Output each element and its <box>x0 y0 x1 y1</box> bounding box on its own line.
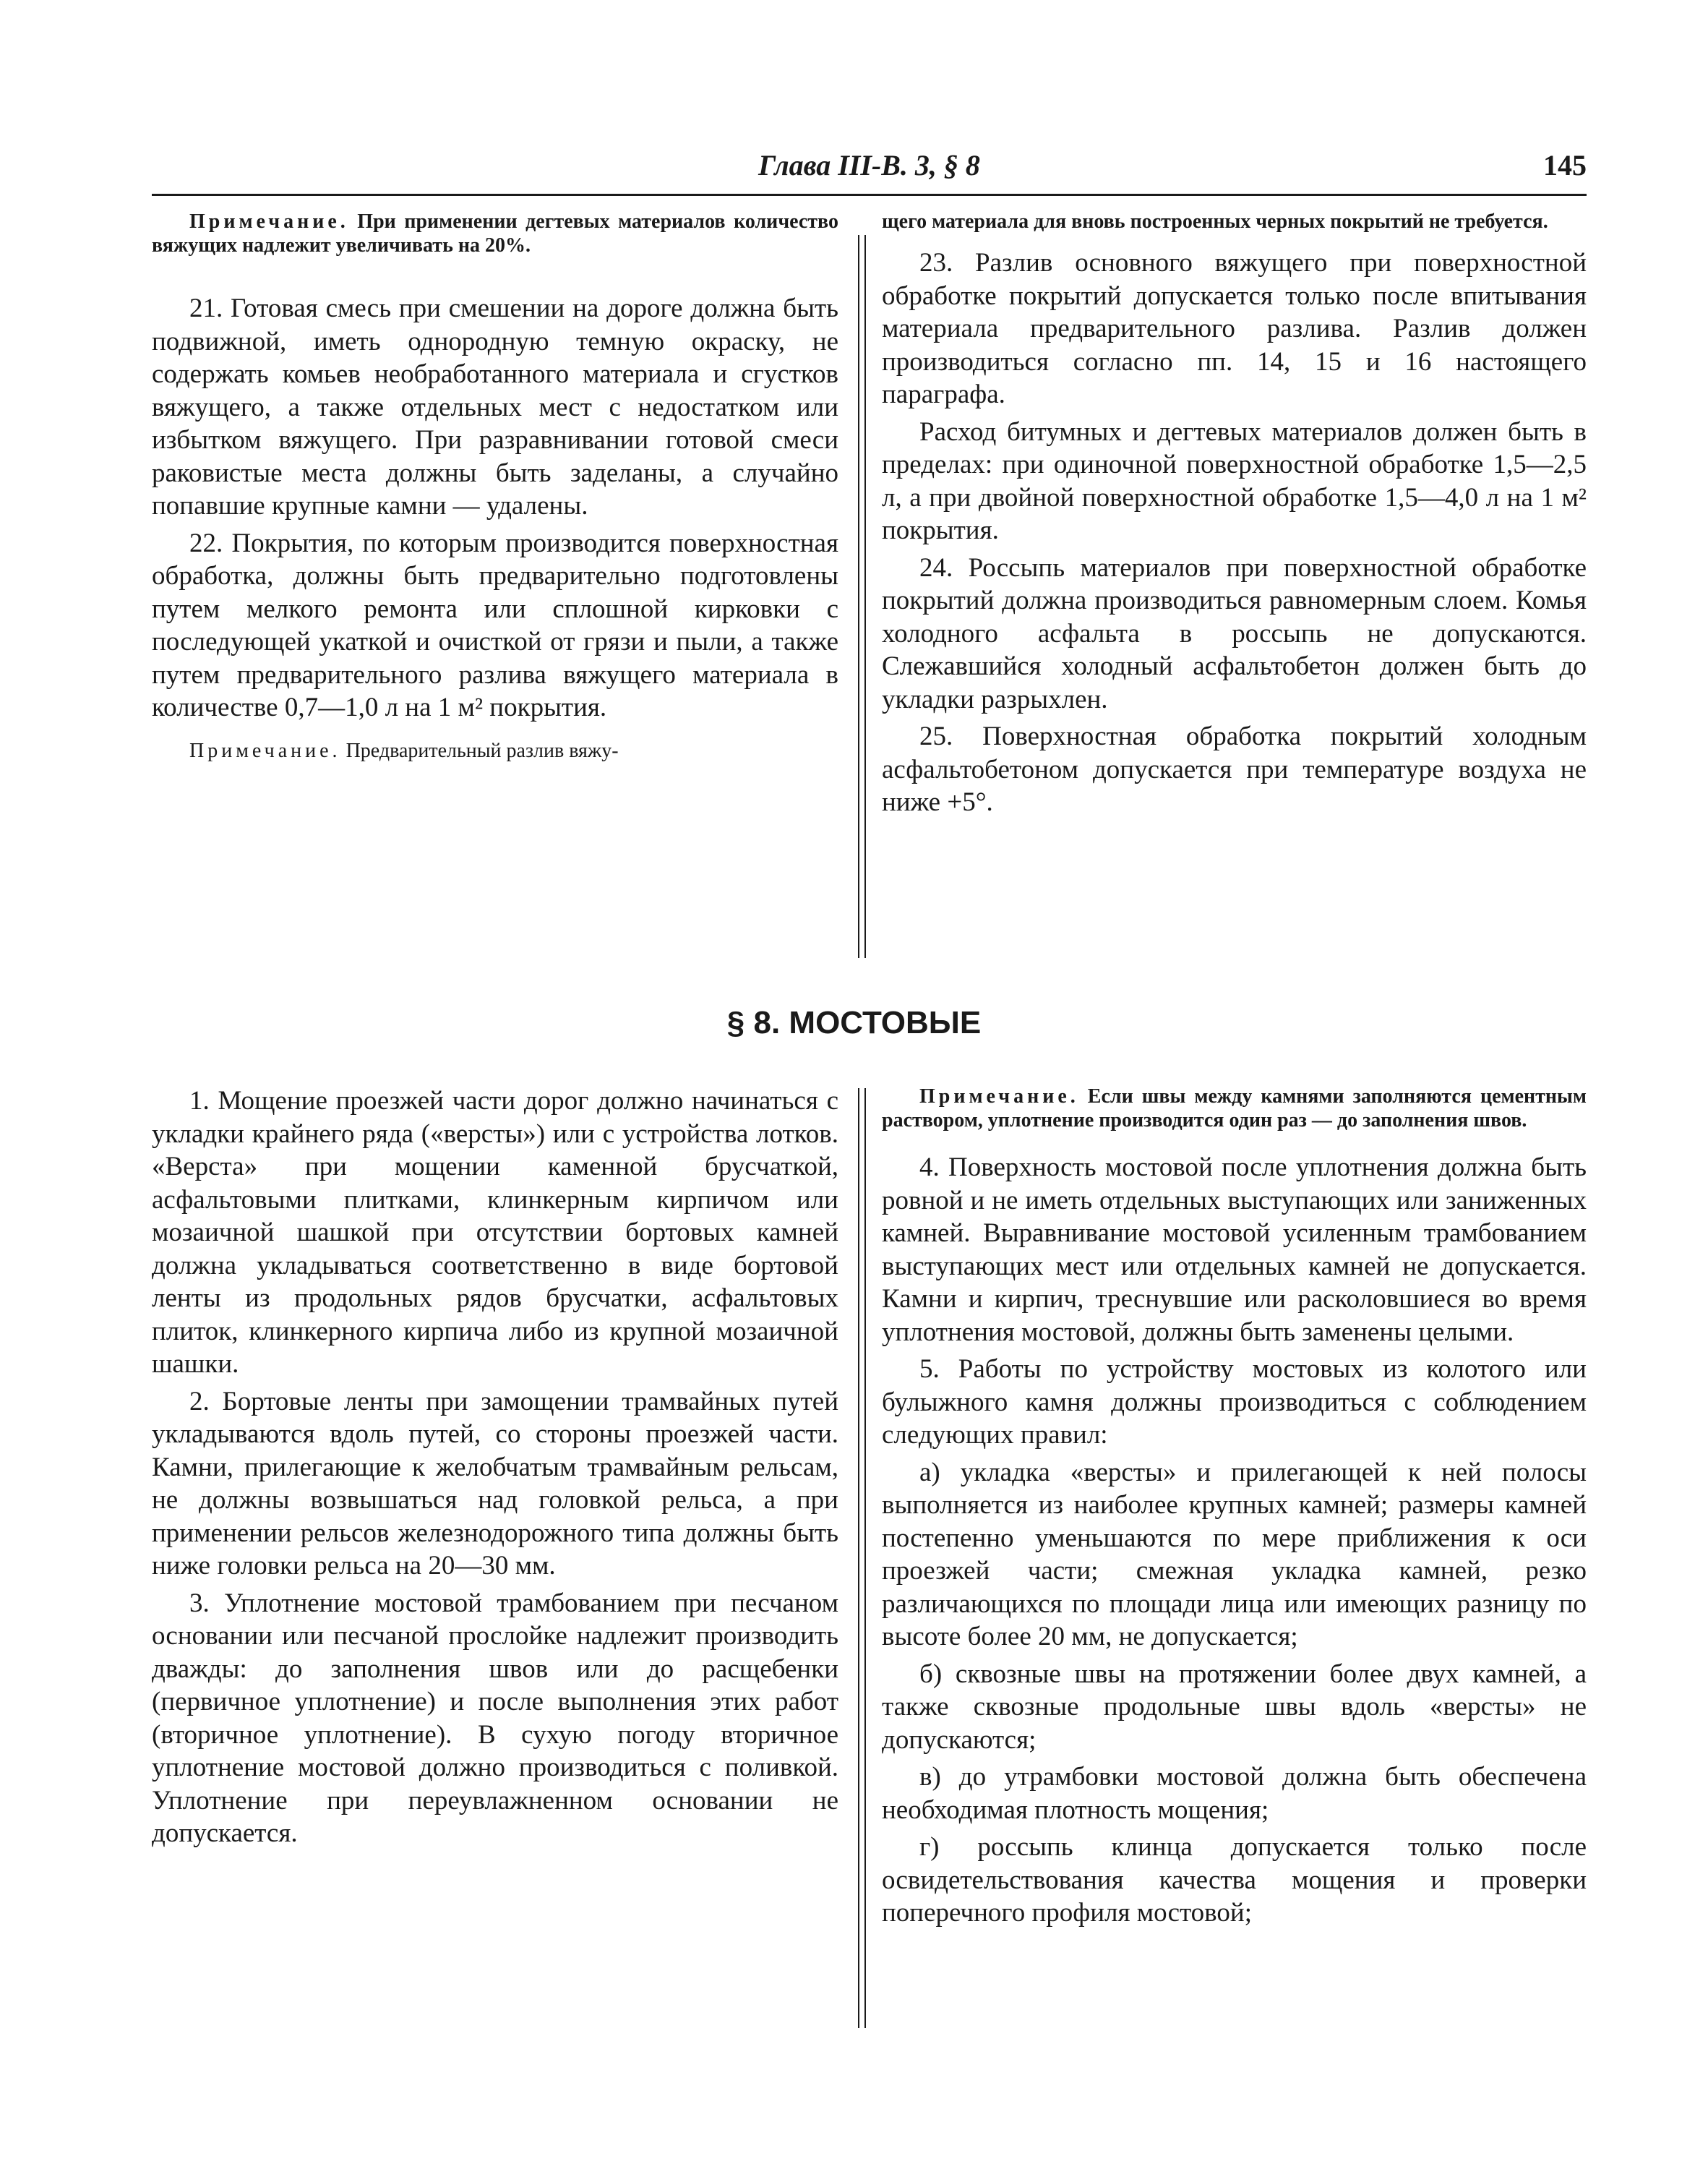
note-label: Примечание. <box>189 739 341 762</box>
note-continuation: щего материала для вновь построенных черных покрытий не требуется. <box>882 210 1548 233</box>
paragraph-1: 1. Мощение проезжей части дорог должно начинаться с укладки крайнего ряда («версты») или с устройства лотков. «Верста» при мощении каменной брусчаткой, асфальтовыми плитками, клинкерным кирпичом или мозаичной шашкой при отсутствии бортовых камней должна укладываться соответственно в виде бортовой ленты из продольных рядов брусчатки, асфальтовых плиток, клинкерного кирпича либо из крупной мозаичной шашки. <box>152 1086 838 1379</box>
paragraph-23: 23. Разлив основного вяжущего при поверхностной обработке покрытий допускается только после впитывания материала предварительного разлива. Разлив должен производиться согласно пп. 14, 15 и 16 настоящего параграфа. <box>882 248 1587 409</box>
paragraph-25: 25. Поверхностная обработка покрытий холодным асфальтобетоном допускается при температуре воздуха не ниже +5°. <box>882 722 1587 817</box>
column-divider-top <box>858 235 866 958</box>
running-header <box>152 148 1587 192</box>
paragraph-5-v: в) до утрамбовки мостовой должна быть обеспечена необходимая плотность мощения; <box>882 1762 1587 1825</box>
column-top-right <box>882 210 1587 819</box>
paragraph-5-a: а) укладка «версты» и прилегающей к ней полосы выполняется из наиболее крупных камней; размеры камней постепенно уменьшаются по мере приближения к оси проезжей части; смежная укладка камней, резко различающихся по площади лица или имеющих разницу по высоте более 20 мм, не допускается; <box>882 1457 1587 1651</box>
note-text: Предварительный разлив вяжу- <box>340 739 619 762</box>
paragraph-24: 24. Россыпь материалов при поверхностной обработке покрытий должна производиться равномерным слоем. Комья холодного асфальта в россыпь не допускаются. Слежавшийся холодный асфальтобетон должен быть до укладки разрыхлен. <box>882 552 1587 714</box>
note-text: При применении дегтевых материалов количество вяжущих надлежит увеличивать на 20%. <box>152 210 838 257</box>
column-divider-bottom <box>858 1088 866 2028</box>
paragraph-22: 22. Покрытия, по которым производится поверхностная обработка, должны быть предварительно подготовлены путем мелкого ремонта или сплошной кирковки с последующей укаткой и очисткой от грязи и пыли, а также путем предварительного разлива вяжущего материала в количестве 0,7—1,0 л на 1 м² покрытия. <box>152 528 838 722</box>
note-label: Примечание. <box>919 1085 1079 1108</box>
column-top-left <box>152 210 838 763</box>
paragraph-21: 21. Готовая смесь при смешении на дороге должна быть подвижной, иметь однородную темную окраску, не содержать комьев необработанного материала и сгустков вяжущего, а также отдельных мест с недостатком или избытком вяжущего. При разравнивании готовой смеси раковистые места должны быть заделаны, а случайно попавшие крупные камни — удалены. <box>152 294 838 521</box>
page-number: 145 <box>1543 149 1587 181</box>
note-preliminary-spread <box>152 739 838 763</box>
note-text: Если швы между камнями заполняются цементным раствором, уплотнение производится один раз — до заполнения швов. <box>882 1085 1587 1132</box>
note-tar-materials <box>152 210 838 257</box>
header-rule <box>152 194 1587 196</box>
paragraph-5-b: б) сквозные швы на протяжении более двух камней, а также сквозные продольные швы вдоль «версты» не допускаются; <box>882 1659 1587 1755</box>
section-title: § 8. МОСТОВЫЕ <box>726 1005 982 1040</box>
column-bottom-right <box>882 1085 1587 1930</box>
paragraph-2: 2. Бортовые ленты при замощении трамвайных путей укладываются вдоль путей, со стороны проезжей части. Камни, прилегающие к желобчатым трамвайным рельсам, не должны возвышаться над головкой рельса, а при применении рельсов железнодорожного типа должны быть ниже головки рельса на 20—30 мм. <box>152 1386 838 1581</box>
chapter-reference: Глава III-В. 3, § 8 <box>758 149 980 181</box>
paragraph-23-consumption: Расход битумных и дегтевых материалов должен быть в пределах: при одиночной поверхностной обработке 1,5—2,5 л, а при двойной поверхностной обработке 1,5—4,0 л на 1 м² покрытия. <box>882 416 1587 545</box>
paragraph-4: 4. Поверхность мостовой после уплотнения должна быть ровной и не иметь отдельных выступающих или заниженных камней. Выравнивание мостовой усиленным трамбованием выступающих мест или отдельных камней не допускается. Камни и кирпич, треснувшие или расколовшиеся во время уплотнения мостовой, должны быть заменены целыми. <box>882 1152 1587 1347</box>
column-bottom-left <box>152 1085 838 1850</box>
note-cement-joints <box>882 1085 1587 1132</box>
paragraph-5: 5. Работы по устройству мостовых из колотого или булыжного камня должны производиться с соблюдением следующих правил: <box>882 1354 1587 1450</box>
paragraph-5-g: г) россыпь клинца допускается только после освидетельствования качества мощения и проверки поперечного профиля мостовой; <box>882 1832 1587 1928</box>
paragraph-3: 3. Уплотнение мостовой трамбованием при песчаном основании или песчаной прослойке надлежит производить дважды: до заполнения швов или до расщебенки (первичное уплотнение) и после выполнения этих работ (вторичное уплотнение). В сухую погоду вторичное уплотнение мостовой должно производиться с поливкой. Уплотнение при переувлажненном основании не допускается. <box>152 1588 838 1848</box>
note-label: Примечание. <box>189 210 349 233</box>
